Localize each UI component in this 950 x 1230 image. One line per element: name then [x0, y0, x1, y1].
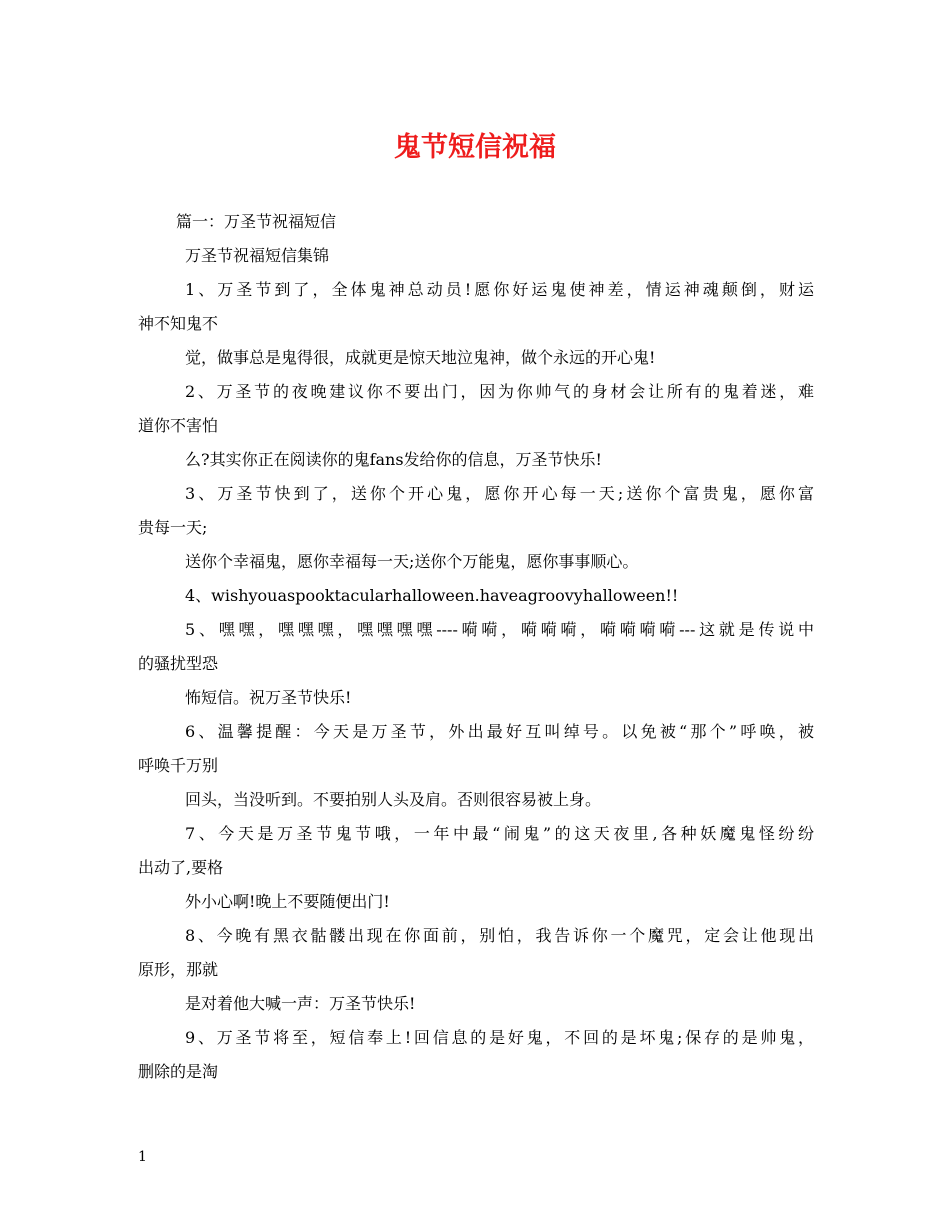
text-line: 删除的是淘 [138, 1062, 219, 1081]
text-line: 6、温馨提醒：今天是万圣节，外出最好互叫绰号。以免被“那个”呼唤，被 [185, 722, 814, 741]
section-heading: 篇一：万圣节祝福短信 [176, 212, 337, 231]
text-line: 呼唤千万别 [138, 756, 219, 775]
text-line: 是对着他大喊一声：万圣节快乐! [185, 994, 416, 1013]
text-line: 道你不害怕 [138, 416, 219, 435]
text-line: 怖短信。祝万圣节快乐! [185, 688, 352, 707]
subsection-heading: 万圣节祝福短信集锦 [185, 246, 330, 265]
page-title: 鬼节短信祝福 [394, 132, 556, 163]
text-line: 出动了,要格 [138, 858, 224, 877]
text-line: 9、万圣节将至，短信奉上!回信息的是好鬼，不回的是坏鬼;保存的是帅鬼， [185, 1028, 814, 1047]
page-number: 1 [138, 1149, 147, 1165]
text-line: 贵每一天; [138, 518, 208, 537]
text-line: 回头，当没听到。不要拍别人头及肩。否则很容易被上身。 [185, 790, 602, 809]
document-body [138, 205, 814, 1089]
text-line: 觉，做事总是鬼得很，成就更是惊天地泣鬼神，做个永远的开心鬼! [185, 348, 656, 367]
text-line: 神不知鬼不 [138, 314, 219, 333]
text-line: 么?其实你正在阅读你的鬼fans发给你的信息，万圣节快乐! [185, 450, 602, 469]
text-line: 外小心啊!晚上不要随便出门! [185, 892, 390, 911]
text-line: 7、今天是万圣节鬼节哦，一年中最“闹鬼”的这天夜里,各种妖魔鬼怪纷纷 [185, 824, 814, 843]
text-line: 原形，那就 [138, 960, 219, 979]
text-line: 4、wishyouaspooktacularhalloween.haveagroovyhalloween!! [185, 586, 679, 605]
text-line: 3、万圣节快到了，送你个开心鬼，愿你开心每一天;送你个富贵鬼，愿你富 [185, 484, 814, 503]
text-line: 8、今晚有黑衣骷髅出现在你面前，别怕，我告诉你一个魔咒，定会让他现出 [185, 926, 814, 945]
text-line: 的骚扰型恐 [138, 654, 219, 673]
text-line: 5、嘿嘿，嘿嘿嘿，嘿嘿嘿嘿----嗬嗬，嗬嗬嗬，嗬嗬嗬嗬---这就是传说中 [185, 620, 814, 639]
text-line: 2、万圣节的夜晚建议你不要出门，因为你帅气的身材会让所有的鬼着迷，难 [185, 382, 814, 401]
text-line: 送你个幸福鬼，愿你幸福每一天;送你个万能鬼，愿你事事顺心。 [185, 552, 639, 571]
text-line: 1、万圣节到了，全体鬼神总动员!愿你好运鬼使神差，情运神魂颠倒，财运 [185, 280, 814, 299]
